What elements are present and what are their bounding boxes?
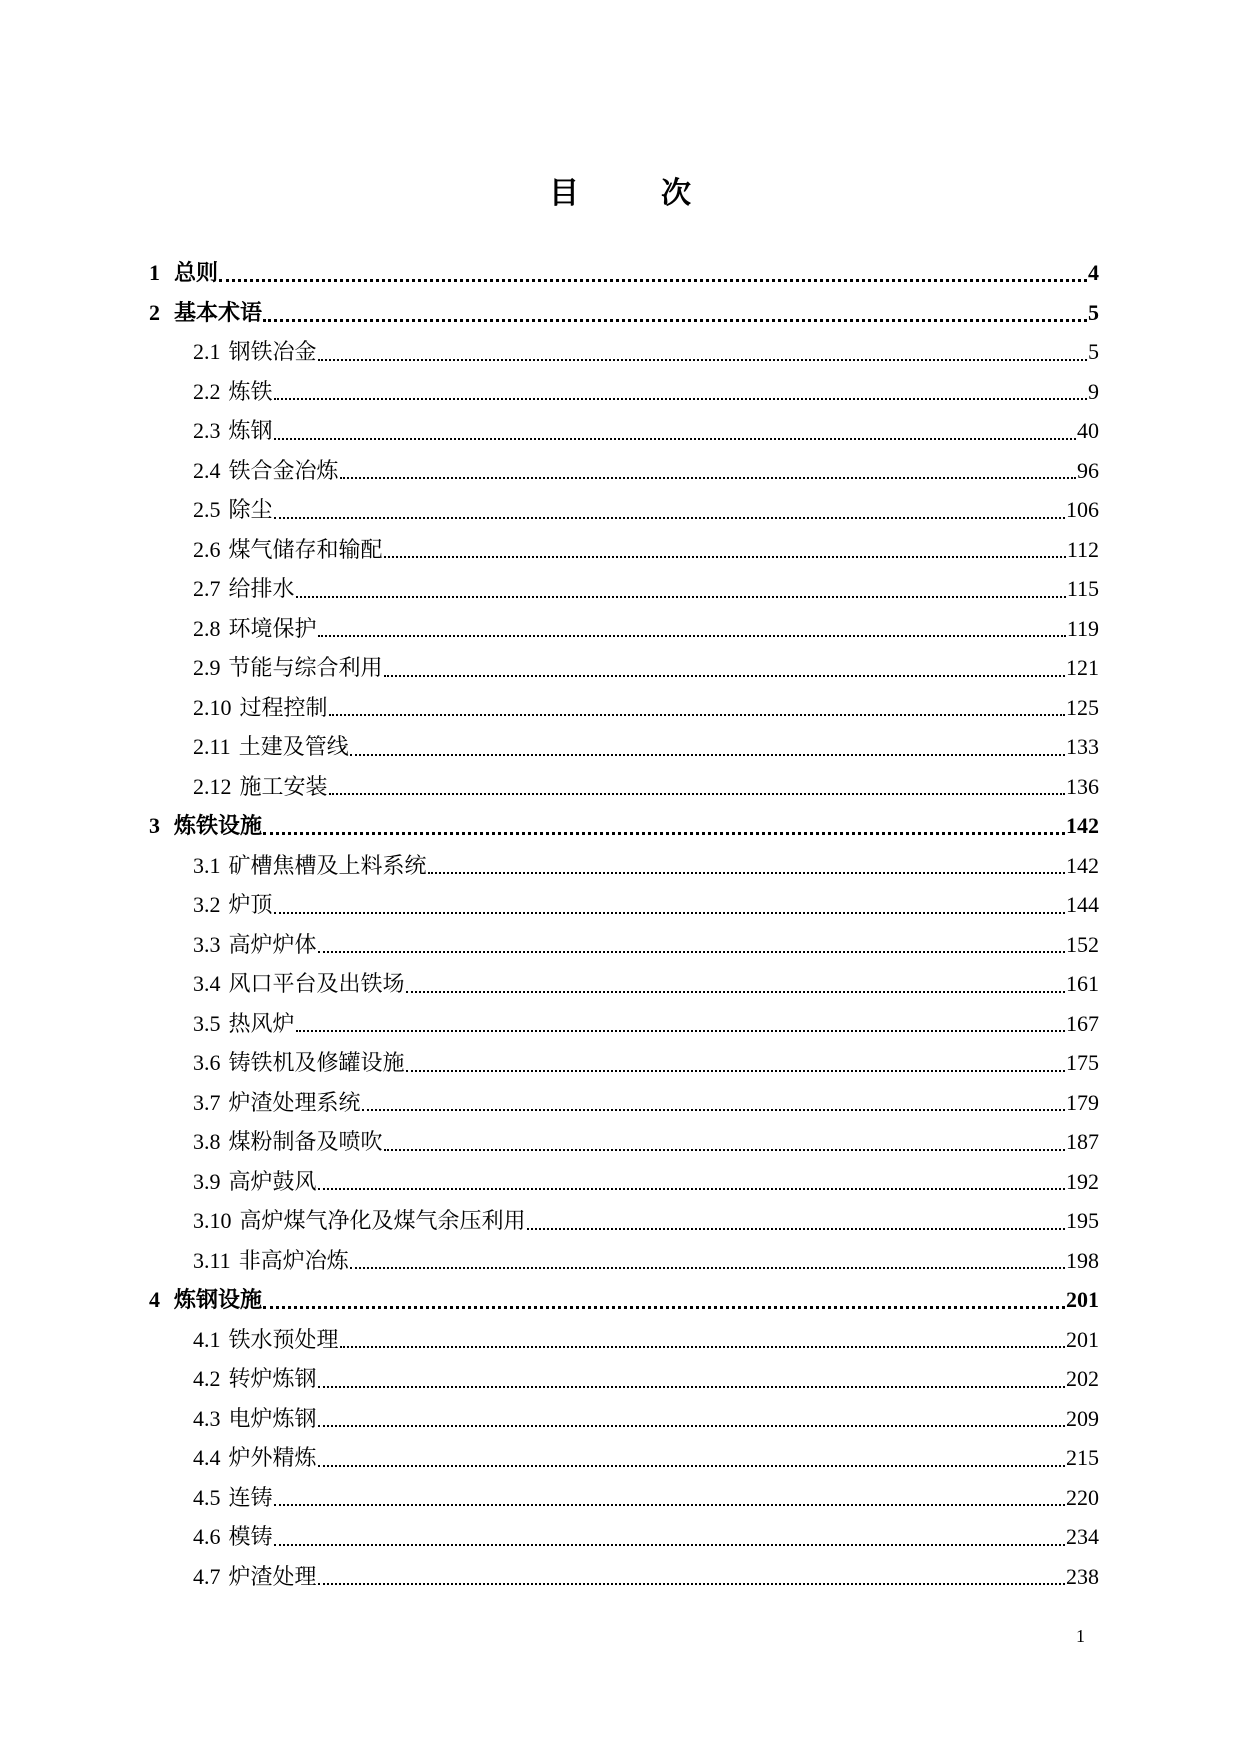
toc-section-entry[interactable] [149, 727, 1099, 767]
toc-entry-page: 238 [1066, 1563, 1099, 1589]
toc-dot-leader [384, 675, 1065, 677]
toc-entry-number: 3.11 [193, 1247, 231, 1273]
toc-entry-number: 3.10 [193, 1208, 232, 1233]
toc-entry-page: 202 [1066, 1366, 1099, 1391]
toc-entry-page: 201 [1066, 1326, 1099, 1352]
toc-section-entry[interactable] [149, 964, 1099, 1004]
toc-entry-number: 3.9 [193, 1168, 221, 1194]
toc-dot-leader [406, 1070, 1065, 1072]
toc-entry-page: 209 [1066, 1405, 1099, 1431]
toc-heading: 目 次 [549, 177, 717, 210]
toc-entry-label [193, 1557, 317, 1597]
toc-entry-number: 2.5 [193, 497, 221, 522]
toc-section-entry[interactable] [149, 530, 1099, 570]
toc-entry-page: 142 [1066, 852, 1099, 878]
toc-entry-label [149, 1280, 262, 1320]
toc-entry-number: 3.3 [193, 931, 221, 957]
toc-entry-page: 234 [1066, 1524, 1099, 1549]
toc-entry-label [193, 530, 383, 570]
toc-entry-title: 总则 [174, 260, 219, 285]
toc-entry-number: 4.3 [193, 1405, 221, 1431]
toc-dot-leader [428, 872, 1065, 874]
toc-entry-title: 炉外精炼 [228, 1445, 317, 1470]
table-of-contents [149, 253, 1099, 1596]
toc-entry-number: 4.7 [193, 1563, 221, 1589]
toc-entry-label [193, 885, 273, 925]
toc-section-entry[interactable] [149, 1557, 1099, 1597]
toc-entry-number: 4.1 [193, 1326, 221, 1352]
toc-section-entry[interactable] [149, 332, 1099, 372]
toc-entry-number: 2.2 [193, 378, 221, 404]
toc-dot-leader [340, 1346, 1065, 1348]
toc-entry-page: 167 [1066, 1010, 1099, 1036]
toc-section-entry[interactable] [149, 767, 1099, 807]
toc-entry-page: 144 [1066, 892, 1099, 917]
toc-entry-page: 192 [1066, 1168, 1099, 1194]
toc-entry-label [193, 1162, 317, 1202]
toc-entry-number: 2.9 [193, 655, 221, 680]
toc-section-entry[interactable] [149, 1162, 1099, 1202]
toc-entry-label [193, 727, 349, 767]
toc-entry-title: 钢铁冶金 [228, 339, 317, 364]
toc-entry-number: 3.4 [193, 971, 221, 996]
toc-dot-leader [318, 1188, 1065, 1190]
toc-section-entry[interactable] [149, 451, 1099, 491]
toc-entry-title: 煤粉制备及喷吹 [228, 1129, 383, 1154]
toc-entry-number: 2.7 [193, 576, 221, 601]
toc-entry-title: 炉顶 [228, 892, 273, 917]
toc-entry-page: 121 [1066, 655, 1099, 680]
toc-entry-title: 高炉煤气净化及煤气余压利用 [239, 1208, 526, 1233]
toc-dot-leader [318, 951, 1065, 953]
toc-entry-page: 133 [1066, 734, 1099, 759]
toc-entry-title: 过程控制 [239, 694, 328, 720]
toc-entry-label [193, 411, 273, 451]
toc-entry-label [193, 1004, 295, 1044]
toc-entry-page: 195 [1066, 1208, 1099, 1233]
toc-dot-leader [274, 438, 1076, 440]
toc-entry-number: 2.11 [193, 734, 231, 759]
toc-dot-leader [274, 912, 1065, 914]
toc-entry-label [193, 1517, 273, 1557]
toc-entry-page: 136 [1066, 773, 1099, 799]
toc-entry-title: 炼铁 [228, 378, 273, 404]
toc-entry-title: 铁合金冶炼 [228, 457, 339, 483]
toc-dot-leader [274, 1544, 1065, 1546]
toc-entry-label [193, 688, 328, 728]
toc-section-entry[interactable] [149, 569, 1099, 609]
toc-dot-leader [274, 517, 1065, 519]
toc-entry-title: 电炉炼钢 [228, 1405, 317, 1431]
toc-entry-title: 环境保护 [228, 615, 317, 641]
toc-entry-number: 2.4 [193, 457, 221, 483]
toc-section-entry[interactable] [149, 1478, 1099, 1518]
toc-entry-title: 基本术语 [174, 299, 263, 325]
toc-dot-leader [318, 1583, 1065, 1585]
toc-entry-page: 220 [1066, 1484, 1099, 1510]
toc-entry-page: 152 [1066, 931, 1099, 957]
toc-dot-leader [263, 832, 1065, 835]
toc-entry-number: 3.5 [193, 1010, 221, 1036]
toc-entry-title: 连铸 [228, 1484, 273, 1510]
toc-entry-label [193, 1359, 317, 1399]
toc-entry-label [193, 332, 317, 372]
toc-entry-number: 3.7 [193, 1089, 221, 1115]
toc-section-entry[interactable] [149, 490, 1099, 530]
toc-entry-number: 3.1 [193, 852, 221, 878]
toc-section-entry[interactable] [149, 372, 1099, 412]
toc-entry-page: 5 [1088, 339, 1099, 364]
toc-entry-number: 3.6 [193, 1050, 221, 1075]
toc-entry-number: 2 [149, 299, 160, 325]
toc-entry-number: 4.5 [193, 1484, 221, 1510]
toc-entry-page: 106 [1066, 497, 1099, 522]
toc-entry-number: 3 [149, 813, 160, 838]
toc-dot-leader [350, 1267, 1065, 1269]
toc-entry-title: 给排水 [228, 576, 295, 601]
toc-dot-leader [318, 1386, 1065, 1388]
toc-entry-label [193, 1478, 273, 1518]
toc-entry-page: 175 [1066, 1050, 1099, 1075]
toc-entry-number: 2.3 [193, 418, 221, 443]
toc-dot-leader [340, 477, 1076, 479]
toc-entry-label [193, 964, 405, 1004]
toc-dot-leader [296, 596, 1066, 598]
toc-entry-title: 矿槽焦槽及上料系统 [228, 852, 427, 878]
toc-entry-label [149, 293, 262, 333]
toc-entry-label [193, 1122, 383, 1162]
toc-section-entry[interactable] [149, 648, 1099, 688]
toc-entry-number: 2.12 [193, 773, 232, 799]
toc-section-entry[interactable] [149, 885, 1099, 925]
toc-entry-number: 3.8 [193, 1129, 221, 1154]
toc-entry-title: 施工安装 [239, 773, 328, 799]
toc-dot-leader [318, 1425, 1065, 1427]
toc-dot-leader [329, 793, 1065, 795]
toc-section-entry[interactable] [149, 846, 1099, 886]
toc-entry-number: 2.10 [193, 694, 232, 720]
toc-section-entry[interactable] [149, 1517, 1099, 1557]
toc-entry-page: 115 [1066, 576, 1099, 601]
toc-entry-number: 4 [149, 1287, 160, 1312]
toc-entry-title: 除尘 [228, 497, 273, 522]
toc-entry-number: 2.1 [193, 339, 221, 364]
toc-entry-title: 模铸 [228, 1524, 273, 1549]
toc-entry-label [193, 451, 339, 491]
toc-section-entry[interactable] [149, 411, 1099, 451]
toc-dot-leader [384, 556, 1066, 558]
toc-entry-title: 高炉炉体 [228, 931, 317, 957]
toc-entry-page: 9 [1088, 378, 1099, 404]
toc-entry-page: 142 [1066, 813, 1099, 838]
toc-entry-page: 198 [1066, 1247, 1099, 1273]
toc-section-entry[interactable] [149, 1241, 1099, 1281]
toc-entry-page: 187 [1066, 1129, 1099, 1154]
toc-entry-page: 201 [1066, 1287, 1099, 1312]
toc-entry-label [193, 846, 427, 886]
toc-entry-label [193, 1438, 317, 1478]
toc-entry-page: 215 [1066, 1445, 1099, 1470]
toc-dot-leader [274, 1504, 1065, 1506]
toc-entry-page: 5 [1088, 299, 1099, 325]
toc-dot-leader [406, 991, 1065, 993]
toc-entry-label [193, 1043, 405, 1083]
toc-entry-label [193, 767, 328, 807]
toc-entry-title: 煤气储存和输配 [228, 536, 383, 562]
toc-section-entry[interactable] [149, 1399, 1099, 1439]
toc-section-entry[interactable] [149, 1122, 1099, 1162]
toc-dot-leader [350, 754, 1065, 756]
toc-dot-leader [384, 1149, 1065, 1151]
toc-entry-title: 热风炉 [228, 1010, 295, 1036]
toc-dot-leader [274, 398, 1087, 400]
toc-entry-label [193, 609, 317, 649]
toc-entry-title: 炉渣处理 [228, 1563, 317, 1589]
toc-entry-label [193, 569, 295, 609]
toc-dot-leader [362, 1109, 1065, 1111]
toc-entry-label [193, 1399, 317, 1439]
toc-section-entry[interactable] [149, 1083, 1099, 1123]
toc-entry-title: 非高炉冶炼 [238, 1247, 349, 1273]
toc-entry-title: 炼铁设施 [174, 813, 263, 838]
toc-dot-leader [318, 359, 1087, 361]
toc-section-entry[interactable] [149, 1438, 1099, 1478]
toc-entry-title: 风口平台及出铁场 [228, 971, 405, 996]
toc-entry-number: 4.4 [193, 1445, 221, 1470]
toc-dot-leader [263, 319, 1087, 322]
toc-entry-title: 土建及管线 [238, 734, 349, 759]
toc-entry-label [193, 1241, 349, 1281]
toc-entry-label [149, 253, 218, 293]
toc-entry-page: 40 [1077, 418, 1099, 443]
toc-entry-title: 炼钢 [228, 418, 273, 443]
toc-entry-title: 炼钢设施 [174, 1287, 263, 1312]
toc-dot-leader [318, 1465, 1065, 1467]
toc-section-entry[interactable] [149, 925, 1099, 965]
toc-entry-title: 炉渣处理系统 [228, 1089, 361, 1115]
toc-entry-label [193, 1083, 361, 1123]
page-number: 1 [1076, 1626, 1085, 1646]
toc-entry-label [193, 1320, 339, 1360]
toc-section-entry[interactable] [149, 1043, 1099, 1083]
toc-entry-title: 铁水预处理 [228, 1326, 339, 1352]
toc-dot-leader [219, 279, 1087, 282]
toc-section-entry[interactable] [149, 609, 1099, 649]
toc-dot-leader [329, 714, 1065, 716]
toc-dot-leader [296, 1030, 1065, 1032]
toc-entry-title: 铸铁机及修罐设施 [228, 1050, 405, 1075]
toc-entry-number: 4.2 [193, 1366, 221, 1391]
toc-entry-page: 125 [1066, 694, 1099, 720]
toc-entry-number: 4.6 [193, 1524, 221, 1549]
toc-entry-page: 96 [1077, 457, 1099, 483]
toc-section-entry[interactable] [149, 688, 1099, 728]
toc-chapter-entry[interactable] [149, 253, 1099, 293]
toc-entry-title: 转炉炼钢 [228, 1366, 317, 1391]
toc-section-entry[interactable] [149, 1320, 1099, 1360]
toc-entry-number: 1 [149, 260, 160, 285]
toc-dot-leader [263, 1306, 1065, 1309]
toc-entry-label [193, 490, 273, 530]
toc-dot-leader [527, 1228, 1065, 1230]
toc-entry-page: 112 [1066, 536, 1099, 562]
toc-entry-page: 179 [1066, 1089, 1099, 1115]
toc-entry-number: 2.8 [193, 615, 221, 641]
toc-entry-label [193, 925, 317, 965]
toc-chapter-entry[interactable] [149, 1280, 1099, 1320]
toc-entry-page: 161 [1066, 971, 1099, 996]
toc-entry-label [193, 372, 273, 412]
toc-entry-label [193, 648, 383, 688]
toc-section-entry[interactable] [149, 1359, 1099, 1399]
toc-entry-number: 2.6 [193, 536, 221, 562]
toc-entry-label [149, 806, 262, 846]
toc-entry-page: 4 [1088, 260, 1099, 285]
toc-entry-title: 高炉鼓风 [228, 1168, 317, 1194]
toc-entry-page: 119 [1066, 615, 1099, 641]
toc-entry-title: 节能与综合利用 [228, 655, 383, 680]
toc-section-entry[interactable] [149, 1004, 1099, 1044]
toc-chapter-entry[interactable] [149, 293, 1099, 333]
toc-entry-label [193, 1201, 526, 1241]
toc-dot-leader [318, 635, 1066, 637]
toc-chapter-entry[interactable] [149, 806, 1099, 846]
toc-entry-number: 3.2 [193, 892, 221, 917]
toc-section-entry[interactable] [149, 1201, 1099, 1241]
